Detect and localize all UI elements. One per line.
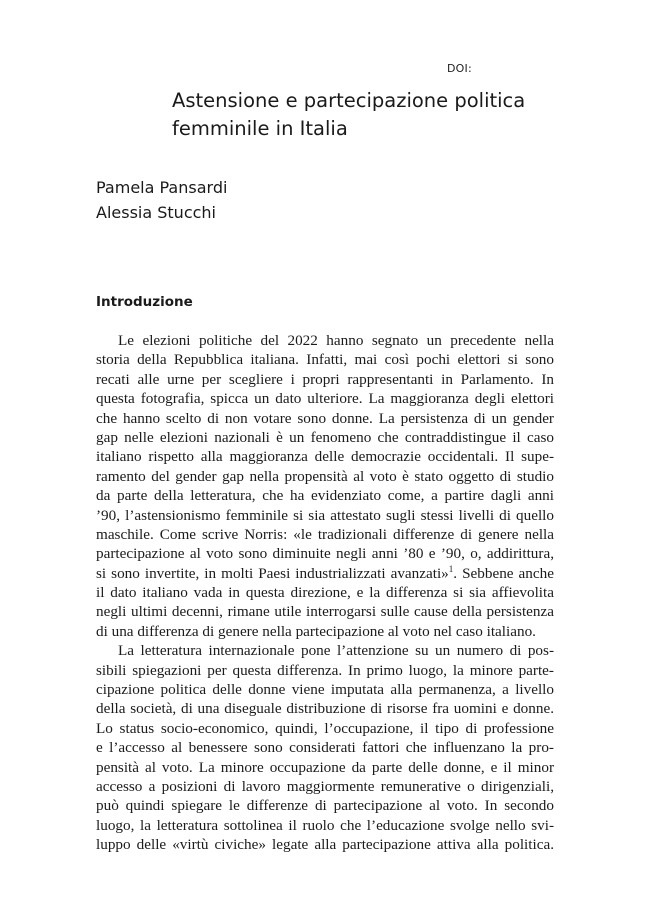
text-line: pensità al voto. La minore occupazione da parte delle donne, e il minor (96, 758, 554, 776)
author-name: Alessia Stucchi (96, 203, 216, 222)
text-line: Le elezioni politiche del 2022 hanno segnato un precedente nella (118, 332, 554, 349)
text-line: può quindi spiegare le differenze di partecipazione al voto. In secondo (96, 797, 554, 815)
text-line: accesso a posizioni di lavoro maggiormente remunerative o dirigenziali, (96, 777, 554, 795)
author-name: Pamela Pansardi (96, 178, 228, 197)
text-line: partecipazione al voto sono diminuite negli anni ’80 e ’90, o, addirittura, (96, 545, 554, 563)
text-line: gap nelle elezioni nazionali è un fenomeno che contraddistingue il caso (96, 428, 554, 446)
text-line: negli ultimi decenni, rimane utile interrogarsi sulle cause della persistenza (96, 603, 554, 621)
text-line-with-footnote (96, 564, 554, 583)
body-text (96, 331, 554, 855)
title-line-1: Astensione e partecipazione politica (172, 89, 526, 112)
text-line: e l’accesso al benessere sono considerati fattori che influenzano la pro- (96, 739, 554, 757)
doi-label: DOI: (447, 62, 472, 75)
text-segment: . Sebbene anche (453, 564, 554, 582)
text-line: della società, di una diseguale distribuzione di risorse fra uomini e donne. (96, 700, 554, 718)
text-line: da parte della letteratura, che ha evidenziato come, a partire dagli anni (96, 487, 554, 505)
text-line: recati alle urne per scegliere i propri rappresentanti in Parlamento. In (96, 370, 554, 388)
text-segment: si sono invertite, in molti Paesi industrializzati avanzati» (96, 564, 449, 582)
text-line: La letteratura internazionale pone l’attenzione su un numero di pos- (118, 642, 554, 660)
title-line-2: femminile in Italia (172, 117, 348, 140)
text-line: storia della Repubblica italiana. Infatti, mai così pochi elettori si sono (96, 351, 554, 369)
text-line: maschile. Come scrive Norris: «le tradizionali differenze di genere nella (96, 525, 554, 543)
text-line: luogo, la letteratura sottolinea il ruolo che l’educazione svolge nello svi- (96, 816, 554, 834)
text-line: il dato italiano vada in questa direzione, e la differenza si sia affievolita (96, 584, 554, 602)
text-line: ’90, l’astensionismo femminile si sia attestato sugli stessi livelli di quello (96, 506, 554, 524)
text-line: questa fotografia, spicca un dato ulteriore. La maggioranza degli elettori (96, 390, 554, 408)
article-title (172, 87, 592, 143)
footnote-marker[interactable]: 1 (448, 563, 454, 574)
text-line: italiano rispetto alla maggioranza delle democrazie occidentali. Il supe- (96, 448, 554, 466)
text-line: Lo status socio-economico, quindi, l’occupazione, il tipo di professione (96, 719, 554, 737)
text-line: luppo delle «virtù civiche» legate alla partecipazione attiva alla politica. (96, 836, 554, 854)
text-line: di una differenza di genere nella partecipazione al voto nel caso italiano. (96, 622, 536, 640)
text-line: cipazione politica delle donne viene imputata alla permanenza, a livello (96, 681, 554, 699)
text-line: sibili spiegazioni per questa differenza. In primo luogo, la minore parte- (96, 661, 554, 679)
text-line: ramento del gender gap nella propensità al voto è stato oggetto di studio (96, 467, 554, 485)
text-line: che hanno scelto di non votare sono donne. La persistenza di un gender (96, 409, 554, 427)
section-heading: Introduzione (96, 294, 193, 310)
author-list (96, 175, 227, 225)
